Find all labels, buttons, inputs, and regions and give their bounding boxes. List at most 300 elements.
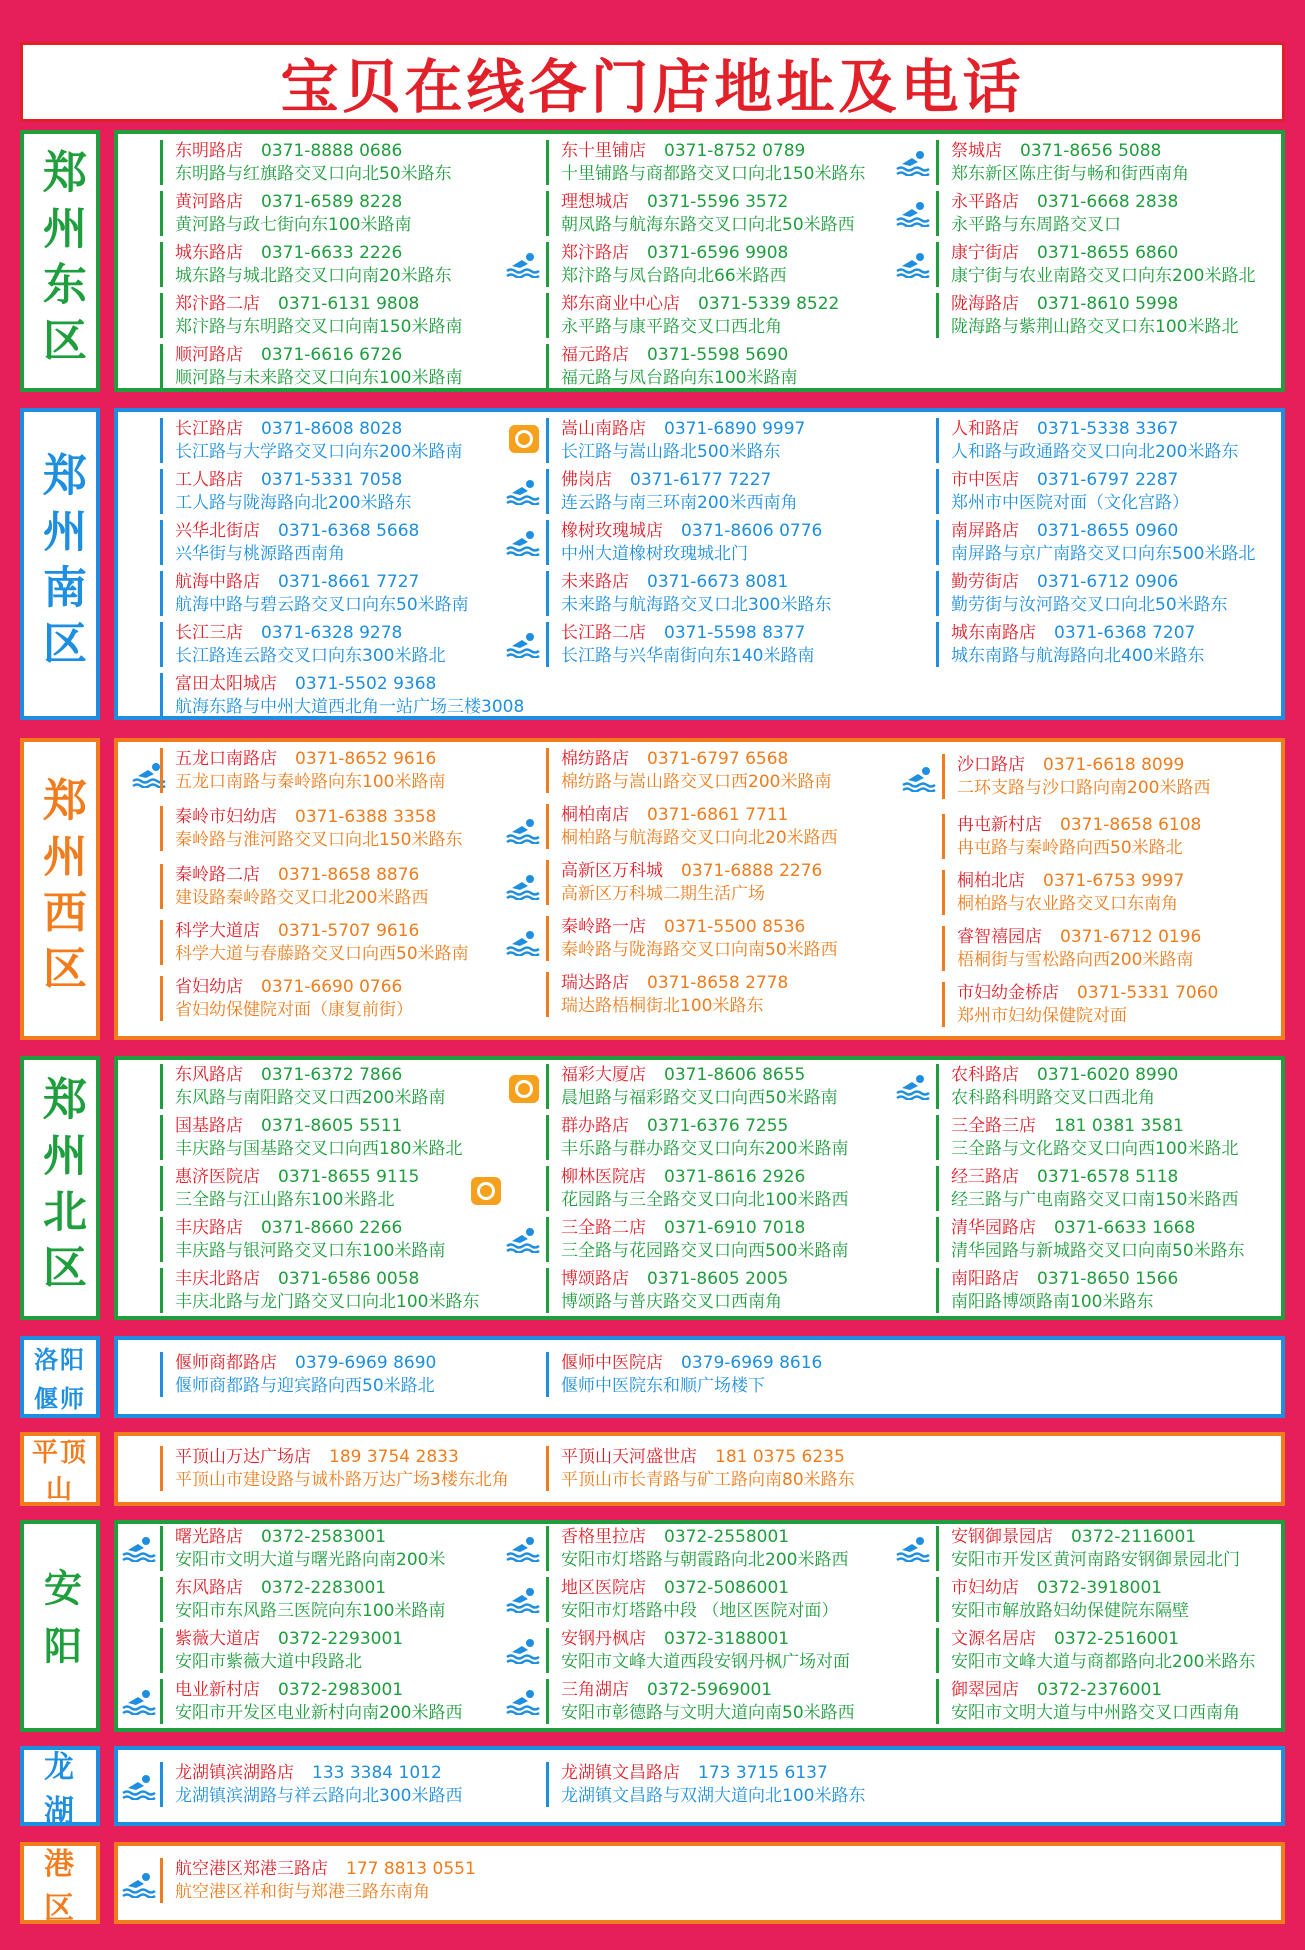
store-name: 顺河路店 bbox=[175, 345, 243, 365]
store-address: 建设路秦岭路交叉口北200米路西 bbox=[175, 888, 429, 908]
region-label-zz-south bbox=[20, 408, 100, 720]
store-entry bbox=[546, 1064, 838, 1109]
store-name: 龙湖镇文昌路店 bbox=[561, 1763, 680, 1783]
store-address: 龙湖镇滨湖路与祥云路向北300米路西 bbox=[175, 1786, 463, 1806]
store-entry bbox=[546, 418, 805, 463]
store-entry bbox=[160, 344, 462, 389]
store-name: 佛岗店 bbox=[561, 470, 612, 490]
store-entry bbox=[936, 1217, 1245, 1262]
swimming-icon bbox=[506, 530, 540, 556]
store-entry bbox=[936, 1577, 1189, 1622]
store-address: 平顶山市建设路与诚朴路万达广场3楼东北角 bbox=[175, 1470, 509, 1490]
store-name: 瑞达路店 bbox=[561, 973, 629, 993]
store-phone: 0371-8661 7727 bbox=[278, 572, 420, 592]
store-address: 兴华街与桃源路西南角 bbox=[175, 544, 345, 564]
store-phone: 0371-6578 5118 bbox=[1037, 1167, 1179, 1187]
swimming-icon bbox=[506, 1689, 540, 1715]
store-phone: 0371-6368 7207 bbox=[1054, 623, 1196, 643]
store-address: 安阳市灯塔路中段 （地区医院对面） bbox=[561, 1601, 839, 1621]
store-name: 城东南路店 bbox=[951, 623, 1036, 643]
store-name: 航海中路店 bbox=[175, 572, 260, 592]
store-entry bbox=[160, 469, 411, 514]
store-phone: 0371-8752 0789 bbox=[664, 141, 806, 161]
store-address: 二环支路与沙口路向南200米路西 bbox=[957, 778, 1211, 798]
store-name: 曙光路店 bbox=[175, 1527, 243, 1547]
store-name: 秦岭路二店 bbox=[175, 865, 260, 885]
store-entry bbox=[160, 864, 428, 909]
store-name: 五龙口南路店 bbox=[175, 749, 277, 769]
store-name: 御翠园店 bbox=[951, 1680, 1019, 1700]
store-phone: 0371-6633 1668 bbox=[1054, 1218, 1196, 1238]
region-label-pingdingshan bbox=[20, 1432, 100, 1506]
store-address: 清华园路与新城路交叉口向南50米路东 bbox=[951, 1241, 1245, 1261]
store-phone: 0371-6376 7255 bbox=[647, 1116, 789, 1136]
store-name: 城东路店 bbox=[175, 243, 243, 263]
store-address: 城东南路与航海路向北400米路东 bbox=[951, 646, 1205, 666]
store-address: 郑州市妇幼保健院对面 bbox=[957, 1006, 1127, 1026]
region-label-anyang bbox=[20, 1520, 100, 1732]
store-entry bbox=[160, 191, 411, 236]
store-entry bbox=[160, 1858, 476, 1903]
store-entry bbox=[546, 469, 797, 514]
region-content-zz-north bbox=[114, 1056, 1285, 1320]
store-address: 长江路与嵩山路北500米路东 bbox=[561, 442, 781, 462]
store-entry bbox=[546, 191, 855, 236]
store-phone: 0371-8656 5088 bbox=[1020, 141, 1162, 161]
store-phone: 181 0375 6235 bbox=[715, 1447, 845, 1467]
store-entry bbox=[546, 748, 831, 793]
store-address: 郑汴路与凤台路向北66米路西 bbox=[561, 266, 787, 286]
store-entry bbox=[160, 1679, 462, 1724]
store-name: 市中医店 bbox=[951, 470, 1019, 490]
store-address: 郑东新区陈庄街与畅和街西南角 bbox=[951, 164, 1189, 184]
store-name: 长江路店 bbox=[175, 419, 243, 439]
store-entry bbox=[546, 860, 822, 905]
store-phone: 0371-6586 0058 bbox=[278, 1269, 420, 1289]
store-phone: 0372-5969001 bbox=[647, 1680, 773, 1700]
store-name: 福元路店 bbox=[561, 345, 629, 365]
store-entry bbox=[160, 806, 462, 851]
swimming-icon bbox=[896, 1074, 930, 1100]
store-address: 东明路与红旗路交叉口向北50米路东 bbox=[175, 164, 452, 184]
swimming-icon bbox=[896, 1536, 930, 1562]
store-address: 郑汴路与东明路交叉口向南150米路南 bbox=[175, 317, 463, 337]
store-phone: 0372-2516001 bbox=[1054, 1629, 1180, 1649]
store-entry bbox=[160, 418, 462, 463]
region-content-longhu bbox=[114, 1746, 1285, 1826]
store-phone: 0371-6690 0766 bbox=[261, 977, 403, 997]
store-phone: 0371-6712 0906 bbox=[1037, 572, 1179, 592]
store-entry bbox=[546, 571, 831, 616]
store-address: 安阳市开发区电业新村向南200米路西 bbox=[175, 1703, 463, 1723]
store-phone: 0372-2558001 bbox=[664, 1527, 790, 1547]
store-phone: 0371-6616 6726 bbox=[261, 345, 403, 365]
region-content-zz-west bbox=[114, 738, 1285, 1040]
store-entry bbox=[942, 754, 1210, 799]
store-address: 秦岭路与陇海路交叉口向南50米路西 bbox=[561, 940, 838, 960]
store-entry bbox=[936, 469, 1189, 514]
store-phone: 0371-8652 9616 bbox=[295, 749, 437, 769]
store-name: 柳林医院店 bbox=[561, 1167, 646, 1187]
swimming-icon bbox=[506, 1587, 540, 1613]
store-phone: 0372-2116001 bbox=[1071, 1527, 1197, 1547]
store-phone: 0371-8655 9115 bbox=[278, 1167, 420, 1187]
store-address: 东风路与南阳路交叉口西200米路南 bbox=[175, 1088, 446, 1108]
store-name: 市妇幼店 bbox=[951, 1578, 1019, 1598]
store-name: 未来路店 bbox=[561, 572, 629, 592]
store-entry bbox=[936, 1526, 1240, 1571]
store-name: 兴华北街店 bbox=[175, 521, 260, 541]
store-phone: 0371-5331 7060 bbox=[1077, 983, 1219, 1003]
store-name: 三全路二店 bbox=[561, 1218, 646, 1238]
store-entry bbox=[160, 1352, 436, 1397]
store-name: 国基路店 bbox=[175, 1116, 243, 1136]
store-address: 三全路与江山路东100米路北 bbox=[175, 1190, 395, 1210]
swimming-icon bbox=[122, 1774, 156, 1800]
store-name: 郑汴路店 bbox=[561, 243, 629, 263]
swimming-icon bbox=[122, 1689, 156, 1715]
region-label-luoyang bbox=[20, 1336, 100, 1418]
store-address: 十里铺路与商都路交叉口向北150米路东 bbox=[561, 164, 866, 184]
region-name: 郑州西区 bbox=[35, 777, 86, 1001]
store-name: 龙湖镇滨湖路店 bbox=[175, 1763, 294, 1783]
store-address: 安阳市开发区黄河南路安钢御景园北门 bbox=[951, 1550, 1240, 1570]
store-address: 长江路连云路交叉口向东300米路北 bbox=[175, 646, 446, 666]
store-name: 东明路店 bbox=[175, 141, 243, 161]
store-entry bbox=[160, 1064, 445, 1109]
store-entry bbox=[160, 1166, 419, 1211]
store-name: 陇海路店 bbox=[951, 294, 1019, 314]
store-name: 三全路三店 bbox=[951, 1116, 1036, 1136]
store-phone: 0371-8650 1566 bbox=[1037, 1269, 1179, 1289]
store-name: 东风路店 bbox=[175, 1578, 243, 1598]
store-address: 永平路与康平路交叉口西北角 bbox=[561, 317, 782, 337]
store-entry bbox=[160, 1577, 445, 1622]
store-address: 丰庆路与银河路交叉口东100米路南 bbox=[175, 1241, 446, 1261]
store-entry bbox=[160, 1446, 509, 1491]
store-phone: 0371-6596 9908 bbox=[647, 243, 789, 263]
camera-icon bbox=[508, 424, 540, 454]
store-phone: 0371-6797 6568 bbox=[647, 749, 789, 769]
store-address: 安阳市文峰大道西段安钢丹枫广场对面 bbox=[561, 1652, 850, 1672]
store-phone: 0371-8606 8655 bbox=[664, 1065, 806, 1085]
swimming-icon bbox=[506, 874, 540, 900]
swimming-icon bbox=[896, 150, 930, 176]
store-entry bbox=[936, 1115, 1238, 1160]
store-entry bbox=[160, 1628, 403, 1673]
store-name: 丰庆北路店 bbox=[175, 1269, 260, 1289]
store-name: 人和路店 bbox=[951, 419, 1019, 439]
region-name: 郑州东区 bbox=[35, 149, 86, 373]
store-phone: 0371-6131 9808 bbox=[278, 294, 420, 314]
store-phone: 0371-8610 5998 bbox=[1037, 294, 1179, 314]
store-name: 惠济医院店 bbox=[175, 1167, 260, 1187]
store-entry bbox=[942, 870, 1184, 915]
store-phone: 133 3384 1012 bbox=[312, 1763, 442, 1783]
store-entry bbox=[546, 622, 814, 667]
store-address: 安阳市灯塔路与朝霞路向北200米路西 bbox=[561, 1550, 849, 1570]
store-phone: 0371-6910 7018 bbox=[664, 1218, 806, 1238]
store-name: 偃师商都路店 bbox=[175, 1353, 277, 1373]
region-label-zz-west bbox=[20, 738, 100, 1040]
region-label-zz-east bbox=[20, 130, 100, 392]
region-label-gangqu bbox=[20, 1842, 100, 1924]
store-name: 桐柏北店 bbox=[957, 871, 1025, 891]
swimming-icon bbox=[506, 930, 540, 956]
store-phone: 0372-2293001 bbox=[278, 1629, 404, 1649]
store-entry bbox=[942, 982, 1218, 1027]
region-content-luoyang bbox=[114, 1336, 1285, 1418]
store-address: 博颂路与普庆路交叉口西南角 bbox=[561, 1292, 782, 1312]
store-phone: 0371-5338 3367 bbox=[1037, 419, 1179, 439]
store-name: 偃师中医院店 bbox=[561, 1353, 663, 1373]
store-phone: 0371-8660 2266 bbox=[261, 1218, 403, 1238]
store-entry bbox=[546, 1526, 848, 1571]
store-phone: 0379-6969 8690 bbox=[295, 1353, 437, 1373]
store-name: 福彩大厦店 bbox=[561, 1065, 646, 1085]
store-entry bbox=[936, 242, 1255, 287]
store-name: 长江三店 bbox=[175, 623, 243, 643]
region-label-longhu bbox=[20, 1746, 100, 1829]
store-name: 黄河路店 bbox=[175, 192, 243, 212]
store-entry bbox=[160, 1217, 445, 1262]
store-entry bbox=[936, 622, 1204, 667]
region-name: 郑州南区 bbox=[35, 452, 86, 676]
store-address: 航海中路与碧云路交叉口向东50米路南 bbox=[175, 595, 469, 615]
store-phone: 0371-6328 9278 bbox=[261, 623, 403, 643]
store-address: 黄河路与政七街向东100米路南 bbox=[175, 215, 412, 235]
store-phone: 0372-3188001 bbox=[664, 1629, 790, 1649]
store-name: 经三路店 bbox=[951, 1167, 1019, 1187]
store-phone: 0371-6372 7866 bbox=[261, 1065, 403, 1085]
store-name: 安钢丹枫店 bbox=[561, 1629, 646, 1649]
region-label-zz-north bbox=[20, 1056, 100, 1320]
store-address: 三全路与文化路交叉口向西100米路北 bbox=[951, 1139, 1239, 1159]
store-address: 城东路与城北路交叉口向南20米路东 bbox=[175, 266, 452, 286]
camera-icon bbox=[508, 1074, 540, 1104]
store-name: 航空港区郑港三路店 bbox=[175, 1859, 328, 1879]
store-address: 朝凤路与航海东路交叉口向北50米路西 bbox=[561, 215, 855, 235]
store-name: 群办路店 bbox=[561, 1116, 629, 1136]
store-entry bbox=[936, 1268, 1178, 1313]
store-name: 长江路二店 bbox=[561, 623, 646, 643]
store-phone: 0371-6668 2838 bbox=[1037, 192, 1179, 212]
swimming-icon bbox=[506, 818, 540, 844]
store-name: 橡树玫瑰城店 bbox=[561, 521, 663, 541]
store-name: 睿智禧园店 bbox=[957, 927, 1042, 947]
store-name: 秦岭路一店 bbox=[561, 917, 646, 937]
store-address: 三全路与花园路交叉口向西500米路南 bbox=[561, 1241, 849, 1261]
store-phone: 0371-8888 0686 bbox=[261, 141, 403, 161]
store-phone: 173 3715 6137 bbox=[698, 1763, 828, 1783]
store-entry bbox=[936, 293, 1238, 338]
store-name: 棉纺路店 bbox=[561, 749, 629, 769]
region-name-top: 洛阳 bbox=[34, 1346, 86, 1374]
region-name-bottom: 山 bbox=[45, 1475, 74, 1505]
store-entry bbox=[942, 814, 1201, 859]
store-address: 龙湖镇文昌路与双湖大道向北100米路东 bbox=[561, 1786, 866, 1806]
store-entry bbox=[942, 926, 1201, 971]
store-entry bbox=[160, 293, 462, 338]
store-name: 嵩山南路店 bbox=[561, 419, 646, 439]
store-address: 安阳市文明大道与曙光路向南200米 bbox=[175, 1550, 446, 1570]
region-content-zz-south bbox=[114, 408, 1285, 720]
store-entry bbox=[936, 1064, 1178, 1109]
store-address: 晨旭路与福彩路交叉口向西50米路南 bbox=[561, 1088, 838, 1108]
region-content-zz-east bbox=[114, 130, 1285, 392]
store-name: 郑东商业中心店 bbox=[561, 294, 680, 314]
store-phone: 0371-8655 0960 bbox=[1037, 521, 1179, 541]
store-phone: 0371-6618 8099 bbox=[1043, 755, 1185, 775]
store-name: 秦岭市妇幼店 bbox=[175, 807, 277, 827]
store-address: 偃师中医院东和顺广场楼下 bbox=[561, 1376, 765, 1396]
store-name: 市妇幼金桥店 bbox=[957, 983, 1059, 1003]
store-phone: 0371-6633 2226 bbox=[261, 243, 403, 263]
store-phone: 0371-8605 5511 bbox=[261, 1116, 403, 1136]
store-entry bbox=[160, 622, 445, 667]
store-entry bbox=[936, 191, 1178, 236]
store-name: 科学大道店 bbox=[175, 921, 260, 941]
store-phone: 0372-2283001 bbox=[261, 1578, 387, 1598]
store-phone: 0371-8658 2778 bbox=[647, 973, 789, 993]
store-entry bbox=[546, 1577, 838, 1622]
region-name: 安阳 bbox=[37, 1568, 82, 1684]
store-phone: 0371-8606 0776 bbox=[681, 521, 823, 541]
store-entry bbox=[936, 140, 1189, 185]
swimming-icon bbox=[506, 632, 540, 658]
region-name-bottom: 区 bbox=[44, 1891, 76, 1926]
store-address: 中州大道橡树玫瑰城北门 bbox=[561, 544, 748, 564]
store-entry bbox=[546, 1679, 855, 1724]
store-address: 桐柏路与农业路交叉口东南角 bbox=[957, 894, 1178, 914]
store-entry bbox=[546, 344, 797, 389]
store-address: 秦岭路与淮河路交叉口向北150米路东 bbox=[175, 830, 463, 850]
region-name-bottom: 偃师 bbox=[34, 1385, 86, 1413]
store-address: 经三路与广电南路交叉口南150米路西 bbox=[951, 1190, 1239, 1210]
store-name: 香格里拉店 bbox=[561, 1527, 646, 1547]
store-address: 安阳市解放路妇幼保健院东隔壁 bbox=[951, 1601, 1189, 1621]
store-entry bbox=[936, 1679, 1240, 1724]
store-phone: 0371-8608 8028 bbox=[261, 419, 403, 439]
region-content-pingdingshan bbox=[114, 1432, 1285, 1506]
store-phone: 0371-6712 0196 bbox=[1060, 927, 1202, 947]
swimming-icon bbox=[506, 252, 540, 278]
store-address: 航空港区祥和街与郑港三路东南角 bbox=[175, 1882, 430, 1902]
store-address: 瑞达路梧桐街北100米路东 bbox=[561, 996, 764, 1016]
store-name: 桐柏南店 bbox=[561, 805, 629, 825]
store-phone: 177 8813 0551 bbox=[346, 1859, 476, 1879]
store-address: 未来路与航海路交叉口北300米路东 bbox=[561, 595, 832, 615]
store-phone: 0371-6797 2287 bbox=[1037, 470, 1179, 490]
store-address: 勤劳街与汝河路交叉口向北50米路东 bbox=[951, 595, 1228, 615]
store-address: 农科路科明路交叉口西北角 bbox=[951, 1088, 1155, 1108]
store-address: 长江路与兴华南街向东140米路南 bbox=[561, 646, 815, 666]
store-address: 五龙口南路与秦岭路向东100米路南 bbox=[175, 772, 446, 792]
store-name: 沙口路店 bbox=[957, 755, 1025, 775]
store-phone: 0371-6890 9997 bbox=[664, 419, 806, 439]
store-address: 偃师商都路与迎宾路向西50米路北 bbox=[175, 1376, 435, 1396]
store-name: 冉屯新村店 bbox=[957, 815, 1042, 835]
store-name: 丰庆路店 bbox=[175, 1218, 243, 1238]
store-entry bbox=[546, 1446, 855, 1491]
store-phone: 0371-5500 8536 bbox=[664, 917, 806, 937]
store-name: 安钢御景园店 bbox=[951, 1527, 1053, 1547]
swimming-icon bbox=[506, 1536, 540, 1562]
store-name: 博颂路店 bbox=[561, 1269, 629, 1289]
swimming-icon bbox=[506, 479, 540, 505]
swimming-icon bbox=[896, 201, 930, 227]
store-entry bbox=[160, 520, 419, 565]
region-name-top: 港 bbox=[44, 1847, 76, 1882]
store-address: 陇海路与紫荆山路交叉口东100米路北 bbox=[951, 317, 1239, 337]
store-name: 电业新村店 bbox=[175, 1680, 260, 1700]
store-address: 人和路与政通路交叉口向北200米路东 bbox=[951, 442, 1239, 462]
store-name: 平顶山天河盛世店 bbox=[561, 1447, 697, 1467]
store-phone: 181 0381 3581 bbox=[1054, 1116, 1184, 1136]
store-address: 航海东路与中州大道西北角一站广场三楼3008 bbox=[175, 697, 525, 717]
store-phone: 0371-6673 8081 bbox=[647, 572, 789, 592]
store-entry bbox=[160, 748, 445, 793]
store-entry bbox=[160, 242, 452, 287]
store-entry bbox=[160, 1115, 462, 1160]
store-entry bbox=[546, 972, 788, 1017]
store-phone: 0371-5598 8377 bbox=[664, 623, 806, 643]
store-name: 三角湖店 bbox=[561, 1680, 629, 1700]
store-name: 文源名居店 bbox=[951, 1629, 1036, 1649]
store-address: 平顶山市长青路与矿工路向南80米路东 bbox=[561, 1470, 855, 1490]
store-address: 丰庆北路与龙门路交叉口向北100米路东 bbox=[175, 1292, 480, 1312]
store-phone: 0371-6753 9997 bbox=[1043, 871, 1185, 891]
store-phone: 0372-5086001 bbox=[664, 1578, 790, 1598]
store-name: 祭城店 bbox=[951, 141, 1002, 161]
store-phone: 0371-8605 2005 bbox=[647, 1269, 789, 1289]
store-phone: 0372-2376001 bbox=[1037, 1680, 1163, 1700]
store-entry bbox=[936, 418, 1238, 463]
swimming-icon bbox=[896, 252, 930, 278]
store-phone: 189 3754 2833 bbox=[329, 1447, 459, 1467]
region-name-top: 龙 bbox=[44, 1750, 76, 1785]
store-entry bbox=[546, 1628, 850, 1673]
store-name: 紫薇大道店 bbox=[175, 1629, 260, 1649]
store-phone: 0372-2583001 bbox=[261, 1527, 387, 1547]
store-name: 郑汴路二店 bbox=[175, 294, 260, 314]
store-address: 南阳路博颂路南100米路东 bbox=[951, 1292, 1154, 1312]
store-address: 安阳市文明大道与中州路交叉口西南角 bbox=[951, 1703, 1240, 1723]
store-name: 南屏路店 bbox=[951, 521, 1019, 541]
store-entry bbox=[546, 1352, 822, 1397]
store-address: 冉屯路与秦岭路向西50米路北 bbox=[957, 838, 1183, 858]
store-address: 省妇幼保健院对面（康复前街） bbox=[175, 1000, 413, 1020]
store-entry bbox=[546, 520, 822, 565]
store-address: 科学大道与春藤路交叉口向西50米路南 bbox=[175, 944, 469, 964]
page-title: 宝贝在线各门店地址及电话 bbox=[280, 53, 1025, 121]
store-entry bbox=[160, 571, 469, 616]
store-phone: 0379-6969 8616 bbox=[681, 1353, 823, 1373]
store-address: 安阳市东风路三医院向东100米路南 bbox=[175, 1601, 446, 1621]
store-entry bbox=[546, 1762, 865, 1807]
store-address: 郑州市中医院对面（文化宫路） bbox=[951, 493, 1189, 513]
store-phone: 0371-5598 5690 bbox=[647, 345, 789, 365]
store-address: 桐柏路与航海路交叉口向北20米路西 bbox=[561, 828, 838, 848]
store-phone: 0371-8658 6108 bbox=[1060, 815, 1202, 835]
store-entry bbox=[160, 1526, 445, 1571]
store-address: 安阳市彰德路与文明大道向南50米路西 bbox=[561, 1703, 855, 1723]
store-name: 康宁街店 bbox=[951, 243, 1019, 263]
store-name: 东风路店 bbox=[175, 1065, 243, 1085]
store-entry bbox=[160, 140, 452, 185]
region-name: 郑州北区 bbox=[35, 1076, 86, 1300]
store-phone: 0371-6388 3358 bbox=[295, 807, 437, 827]
